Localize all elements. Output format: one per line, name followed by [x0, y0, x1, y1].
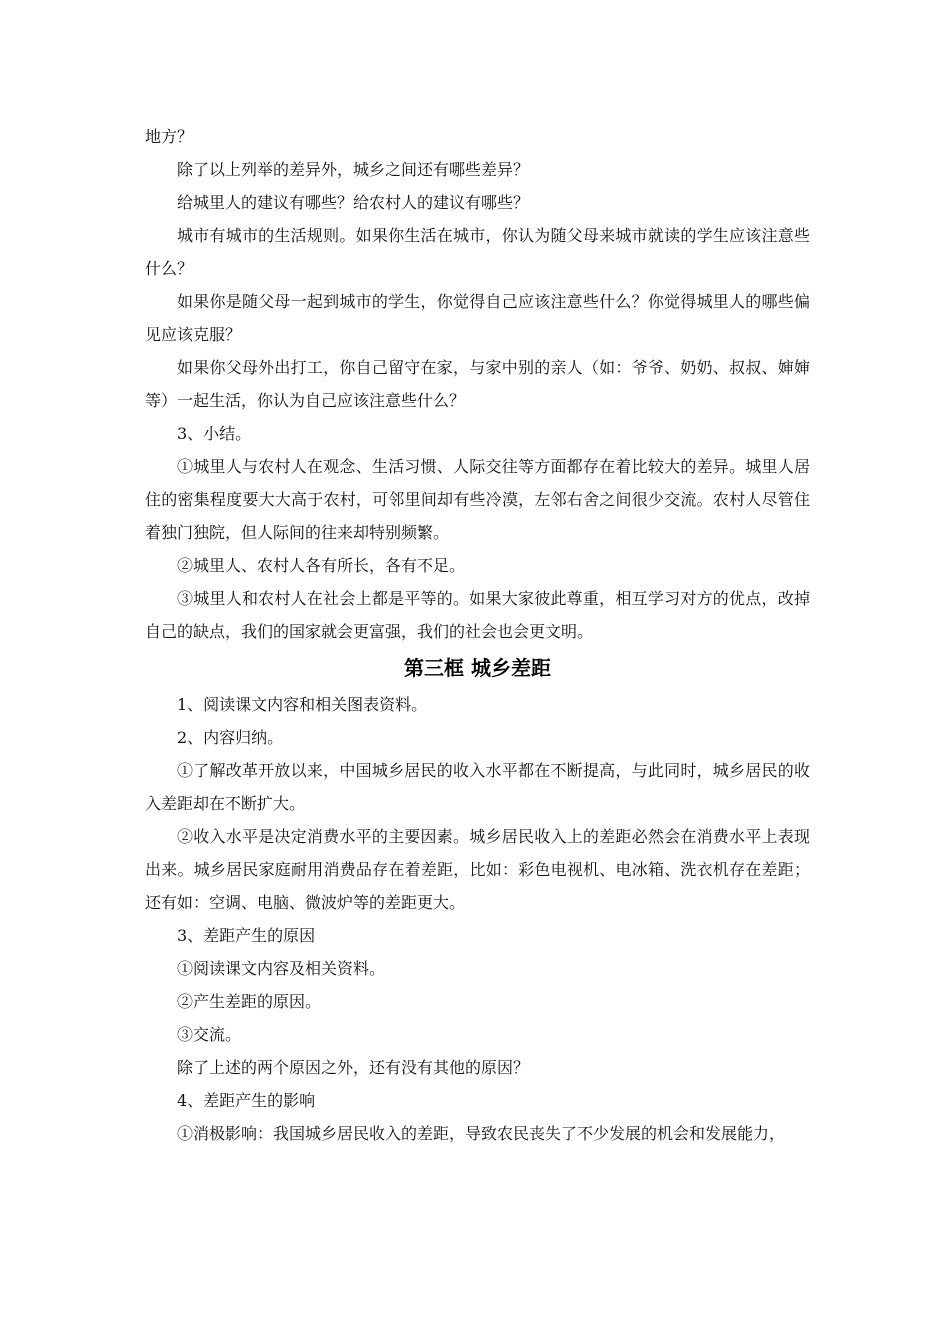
paragraph: 如果你父母外出打工，你自己留守在家，与家中别的亲人（如：爷爷、奶奶、叔叔、婶婶等）一起生活，你认为自己应该注意些什么？: [145, 358, 810, 410]
paragraph: ②城里人、农村人各有所长，各有不足。: [177, 556, 466, 575]
document-body: [145, 120, 810, 1150]
section-paragraph: ②产生差距的原因。: [177, 992, 322, 1011]
paragraph: 除了以上列举的差异外，城乡之间还有哪些差异？: [177, 160, 530, 179]
section-paragraph: ①阅读课文内容及相关资料。: [177, 959, 386, 978]
section-paragraph: 2、内容归纳。: [177, 728, 284, 747]
paragraph: 城市有城市的生活规则。如果你生活在城市，你认为随父母来城市就读的学生应该注意些什么？: [145, 226, 810, 278]
section-paragraph: ③交流。: [177, 1025, 242, 1044]
section-paragraph: 3、差距产生的原因: [177, 926, 316, 945]
paragraph: 如果你是随父母一起到城市的学生，你觉得自己应该注意些什么？你觉得城里人的哪些偏见应该克服？: [145, 292, 810, 344]
section-paragraph: 1、阅读课文内容和相关图表资料。: [177, 695, 428, 714]
paragraph: ①城里人与农村人在观念、生活习惯、人际交往等方面都存在着比较大的差异。城里人居住的密集程度要大大高于农村，可邻里间却有些冷漠，左邻右舍之间很少交流。农村人尽管住着独门独院，但人际间的往来却特别频繁。: [145, 457, 810, 542]
section-paragraph: ①了解改革开放以来，中国城乡居民的收入水平都在不断提高，与此同时，城乡居民的收入差距却在不断扩大。: [145, 761, 810, 813]
section-title: 第三框 城乡差距: [404, 656, 551, 680]
paragraph: 地方？: [145, 127, 194, 146]
paragraph: ③城里人和农村人在社会上都是平等的。如果大家彼此尊重，相互学习对方的优点，改掉自己的缺点，我们的国家就会更富强，我们的社会也会更文明。: [145, 589, 810, 641]
paragraph: 给城里人的建议有哪些？给农村人的建议有哪些？: [177, 193, 530, 212]
paragraph: 3、小结。: [177, 424, 252, 443]
section-paragraph: ①消极影响：我国城乡居民收入的差距，导致农民丧失了不少发展的机会和发展能力，: [177, 1124, 786, 1143]
section-paragraph: 4、差距产生的影响: [177, 1091, 316, 1110]
section-paragraph: ②收入水平是决定消费水平的主要因素。城乡居民收入上的差距必然会在消费水平上表现出来。城乡居民家庭耐用消费品存在着差距，比如：彩色电视机、电冰箱、洗衣机存在差距；还有如：空调、电脑、微波炉等的差距更大。: [145, 827, 810, 912]
section-paragraph: 除了上述的两个原因之外，还有没有其他的原因？: [177, 1058, 530, 1077]
